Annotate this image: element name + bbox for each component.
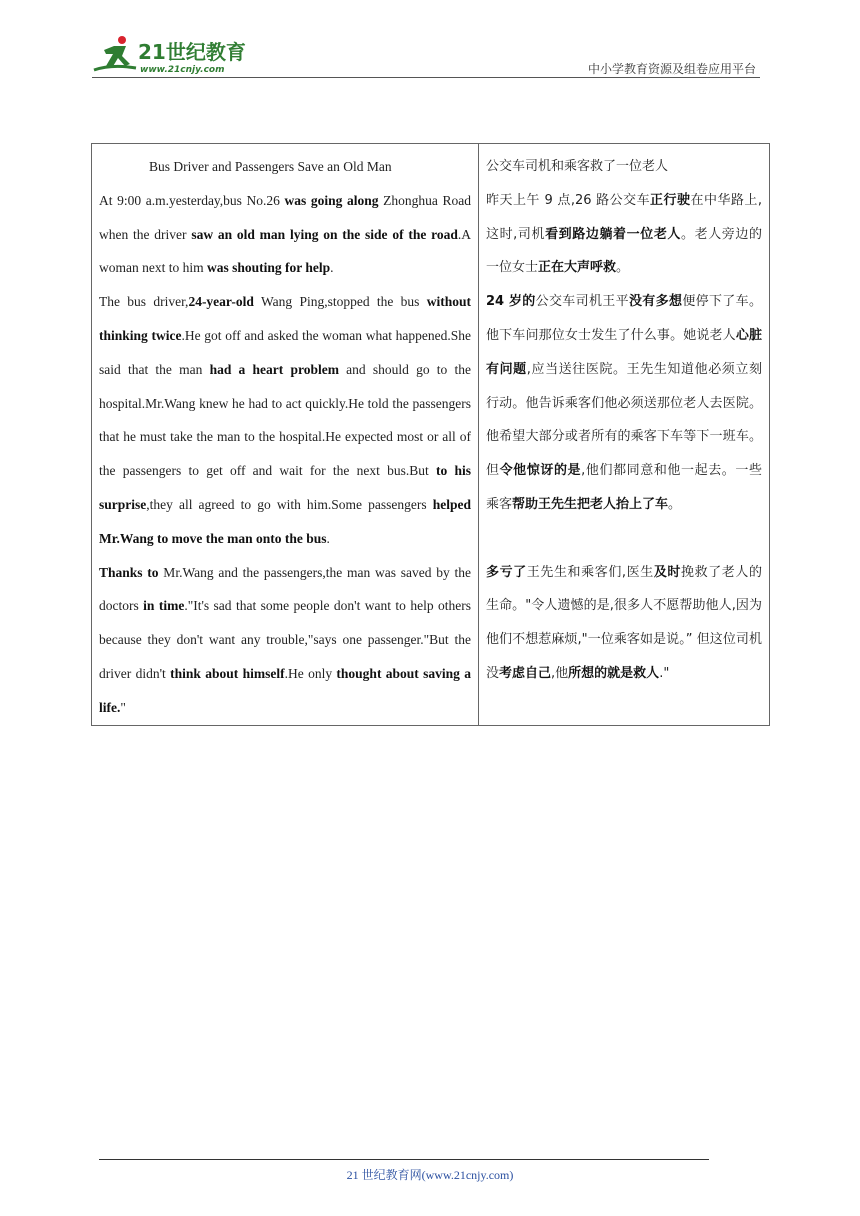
platform-label: 中小学教育资源及组卷应用平台 [587, 62, 756, 76]
logo-text: 21世纪教育 [138, 40, 246, 64]
english-column [92, 144, 479, 726]
chinese-paragraph-2: 24 岁的公交车司机王平没有多想便停下了车。他下车问那位女士发生了什么事。她说老人心脏有问题,应当送往医院。王先生知道他必须立刻行动。他告诉乘客们他必须送那位老人去医院。他希望大部分或者所有的乘客下车等下一班车。但令他惊讶的是,他们都同意和他一起去。一些乘客帮助王先生把老人抬上了车。 [486, 294, 762, 512]
paragraph-gap [486, 522, 762, 556]
footer-link[interactable]: 21 世纪教育网(www.21cnjy.com) [346, 1168, 514, 1182]
english-paragraph-3: Thanks to Mr.Wang and the passengers,the man was saved by the doctors in time."It's sad that some people don't want to help others because they don't want any trouble,"says one passenger."But the driver didn't think about himself.He only thought about saving a life." [99, 564, 472, 715]
chinese-column [479, 144, 770, 726]
english-paragraph-1: At 9:00 a.m.yesterday,bus No.26 was going along Zhonghua Road when the driver saw an old man lying on the side of the road.A woman next to him was shouting for help. [99, 192, 472, 276]
english-title: Bus Driver and Passengers Save an Old Man [149, 159, 392, 174]
footer-divider [99, 1159, 709, 1160]
english-paragraph-2: The bus driver,24-year-old Wang Ping,stopped the bus without thinking twice.He got off and asked the woman what happened.She said that the man had a heart problem and should go to the hospital.Mr.Wang knew he had to act quickly.He told the passengers that he must take the man to the hospital.He expected most or all of the passengers to get off and wait for the next bus.But to his surprise,they all agreed to go with him.Some passengers helped Mr.Wang to move the man onto the bus. [99, 294, 472, 546]
logo-url: www.21cnjy.com [140, 65, 225, 75]
bilingual-table [91, 143, 770, 726]
header-divider [92, 77, 760, 78]
runner-icon [94, 36, 136, 70]
table-row [92, 144, 770, 726]
page-header [92, 30, 760, 78]
chinese-paragraph-1: 昨天上午 9 点,26 路公交车正行驶在中华路上,这时,司机看到路边躺着一位老人。老人旁边的一位女士正在大声呼救。 [486, 192, 762, 276]
chinese-title: 公交车司机和乘客救了一位老人 [486, 159, 669, 174]
chinese-paragraph-3: 多亏了王先生和乘客们,医生及时挽救了老人的生命。"令人遗憾的是,很多人不愿帮助他人,因为他们不想惹麻烦,"一位乘客如是说。” 但这位司机没考虑自己,他所想的就是救人." [486, 564, 762, 681]
logo-21cnjy [92, 34, 262, 76]
